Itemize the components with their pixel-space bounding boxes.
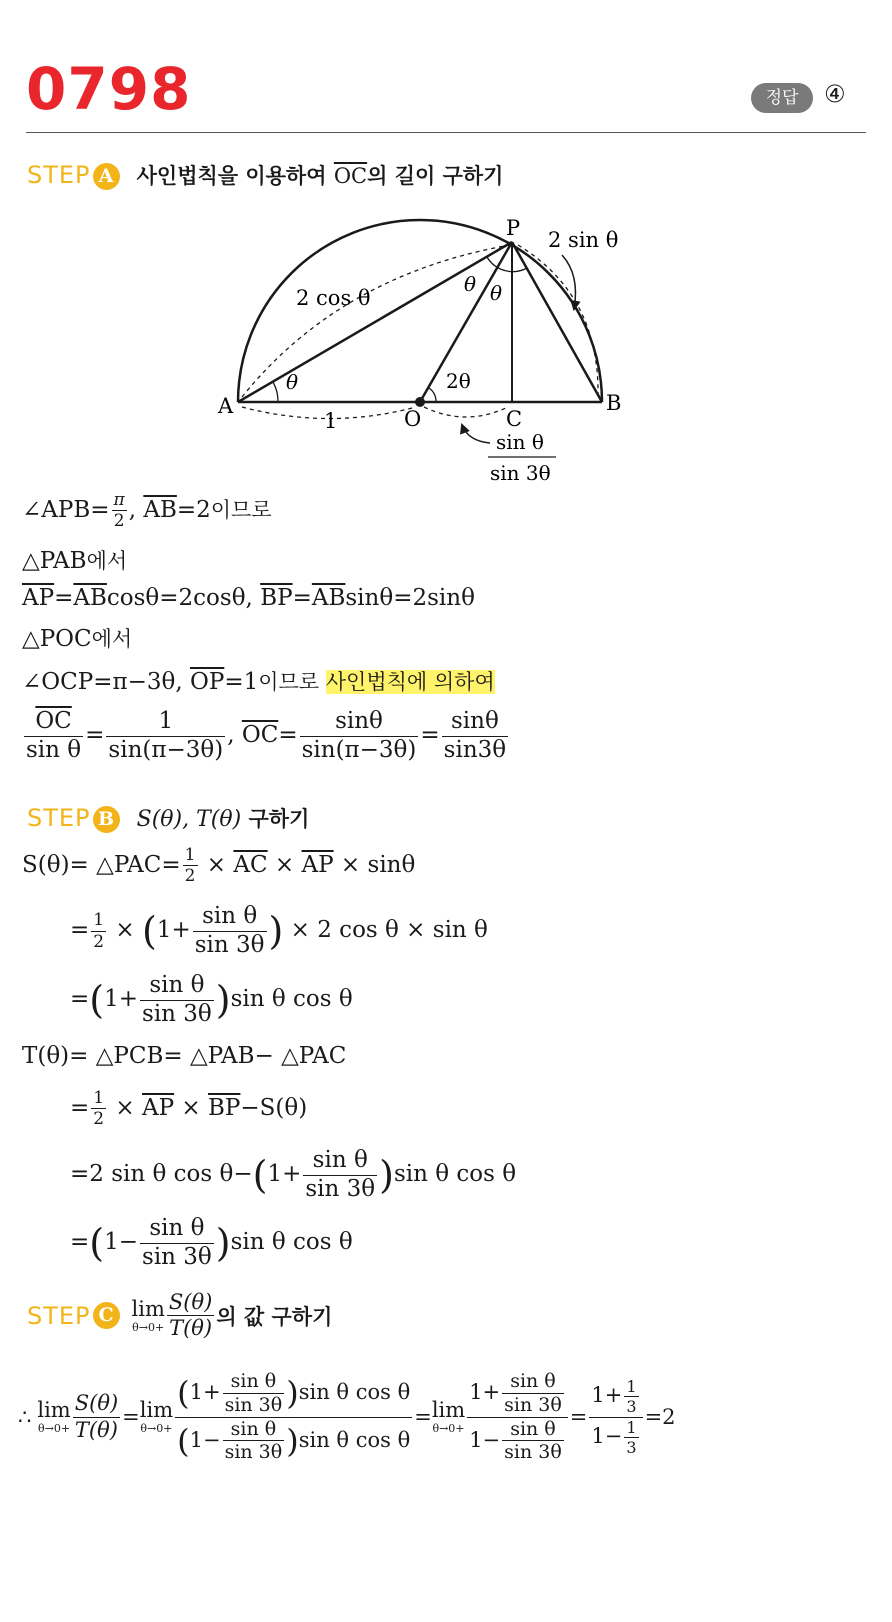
- num-one: 1+: [469, 1379, 501, 1404]
- arrow-oc: [462, 425, 490, 443]
- eq-2: =: [414, 1405, 432, 1430]
- frac-num: sin θ: [140, 1215, 214, 1244]
- frac-den: sin 3θ: [194, 931, 265, 958]
- semicircle-diagram: [200, 205, 670, 495]
- label-2theta: 2θ: [446, 369, 471, 393]
- frac-den: 2: [93, 931, 105, 952]
- l4-ko: 에서: [91, 627, 133, 651]
- den-one: 1−: [469, 1427, 501, 1452]
- step-a-label: STEP: [27, 161, 91, 189]
- line-t4: [70, 1215, 353, 1271]
- frac-den: T(θ): [74, 1417, 118, 1442]
- s3-pre: =: [70, 986, 90, 1013]
- s1-x1: ×: [199, 851, 234, 878]
- frac-num: 1: [184, 845, 196, 865]
- triangle-pab: △PAB: [22, 548, 87, 574]
- l5-post: =1: [224, 669, 259, 695]
- frac-third: [624, 1377, 638, 1416]
- frac-sin-sin3: [193, 903, 267, 959]
- label-P: P: [506, 216, 521, 240]
- frac-sin-sin3: [140, 972, 214, 1028]
- label-2cos: 2 cos θ: [296, 286, 371, 310]
- paren-open: (: [252, 1153, 268, 1198]
- s2-one: 1+: [156, 917, 191, 944]
- frac-den: sin 3θ: [142, 1243, 212, 1270]
- frac-sin-sin3: [502, 1418, 564, 1465]
- s2-x: ×: [108, 917, 143, 944]
- frac-den: sin3θ: [443, 736, 507, 763]
- frac-den: 2: [184, 866, 196, 887]
- frac-num: sin θ: [502, 1418, 564, 1442]
- l5-pre: ∠OCP=π−3θ,: [22, 669, 190, 695]
- t4-pre: =: [70, 1229, 90, 1256]
- frac-den: sin(π−3θ): [301, 736, 417, 763]
- frac-num: sinθ: [300, 708, 419, 737]
- paren-close: ): [215, 1221, 231, 1266]
- paren-close: ): [268, 909, 284, 954]
- t3-pre: =2 sin θ cos θ−: [70, 1161, 253, 1188]
- frac-den: 2: [93, 1109, 105, 1130]
- frac-num: π: [113, 490, 125, 510]
- line-tri-pab: [22, 545, 127, 575]
- paren-close: ): [379, 1153, 394, 1198]
- frac-num: sinθ: [442, 708, 508, 737]
- l3-eq1: =: [54, 585, 74, 611]
- frac-den: T(θ): [169, 1316, 213, 1341]
- step-b-title-ko: 구하기: [241, 807, 310, 831]
- l6-eq3: =: [420, 722, 440, 749]
- segment-bp: $\overline{BP}$: [260, 585, 293, 611]
- segment-ac: $\overline{AC}$: [233, 851, 268, 878]
- frac-s-over-t: [167, 1290, 214, 1341]
- lim-sub: θ→0+: [140, 1422, 173, 1436]
- frac-num: S(θ): [73, 1391, 120, 1417]
- line-final: [18, 1370, 676, 1464]
- paren-open: (: [142, 909, 157, 954]
- step-a-title: [137, 164, 504, 188]
- final-result: =2: [644, 1405, 676, 1430]
- t2-x1: ×: [108, 1094, 143, 1121]
- segment-AP: [238, 242, 512, 402]
- segment-ap: $\overline{AP}$: [22, 585, 55, 611]
- frac-half: [183, 845, 198, 887]
- paren-open: (: [89, 978, 105, 1023]
- t3-post: sin θ cos θ: [393, 1161, 517, 1188]
- frac-num: 1: [93, 910, 105, 931]
- arrow-2sin: [562, 255, 576, 309]
- frac-den: sin 3θ: [504, 1441, 562, 1464]
- l6-mid: ,: [227, 722, 242, 749]
- frac-sin-sin3: [223, 1418, 285, 1465]
- lim-word: lim: [37, 1398, 71, 1423]
- frac-thirds: [589, 1377, 642, 1457]
- l3-eq2: =: [292, 585, 312, 611]
- frac-num: sin θ: [223, 1370, 285, 1394]
- frac-num: sin θ: [303, 1147, 377, 1176]
- segment-op: $\overline{OP}$: [189, 669, 225, 695]
- step-a-header: [27, 160, 503, 190]
- frac-num: sin θ: [502, 1370, 564, 1394]
- t4-post: sin θ cos θ: [230, 1229, 353, 1256]
- dashed-oc: [424, 407, 508, 417]
- num-one: 1+: [591, 1383, 623, 1408]
- final-lim-2: [140, 1400, 173, 1434]
- frac-num: $\overline{OC}$: [35, 708, 72, 734]
- frac-den: sin(π−3θ): [108, 736, 224, 763]
- frac-sin-sin3: [223, 1370, 285, 1417]
- frac-sin-sin3: [502, 1370, 564, 1417]
- segment-bp: $\overline{BP}$: [208, 1094, 241, 1121]
- frac-sin-sin3: [303, 1147, 377, 1203]
- line-angle-ocp: [22, 666, 495, 696]
- line-tri-poc: [22, 623, 132, 653]
- step-b-label: STEP: [27, 804, 91, 832]
- frac-num: sin θ: [193, 903, 267, 932]
- t2-post: −S(θ): [240, 1094, 308, 1121]
- answer-badge: 정답: [751, 83, 813, 113]
- frac-num: 1: [626, 1377, 637, 1397]
- line-angle-apb: [22, 490, 272, 532]
- frac-den: sin 3θ: [504, 1393, 562, 1416]
- label-theta-P1: θ: [464, 272, 477, 296]
- t2-x2: ×: [174, 1094, 209, 1121]
- den-post: sin θ cos θ: [298, 1427, 411, 1452]
- l1-ko: 이므로: [210, 497, 272, 522]
- label-one: 1: [324, 409, 338, 433]
- step-c-title-ko: 의 값 구하기: [216, 1304, 333, 1329]
- segment-ap: $\overline{AP}$: [142, 1094, 175, 1121]
- line-s2: [70, 903, 488, 959]
- center-point-O: [415, 397, 425, 407]
- frac-num: sin θ: [223, 1418, 285, 1442]
- den-one: 1−: [189, 1427, 221, 1452]
- angle-arc-O: [429, 388, 436, 402]
- frac-mid: [467, 1370, 568, 1464]
- final-lim-1: [37, 1400, 70, 1434]
- line-s1: [22, 845, 415, 887]
- step-b-title-math: S(θ), T(θ): [136, 807, 242, 832]
- frac-oc-sin: [24, 708, 83, 764]
- answer-value: ④: [824, 80, 846, 108]
- step-a-title-pre: 사인법칙을 이용하여: [136, 164, 334, 188]
- segment-PB: [512, 242, 602, 402]
- frac-sin-sin3: [140, 1215, 214, 1271]
- highlight-sine-law: 사인법칙에 의하여: [325, 670, 495, 694]
- l1-post: =2: [176, 496, 211, 523]
- lim-word: lim: [431, 1398, 466, 1423]
- lim-sub: θ→0+: [432, 1422, 465, 1436]
- frac-den: sin 3θ: [142, 1000, 212, 1027]
- step-b-letter: B: [93, 806, 120, 833]
- s2-post: × 2 cos θ × sin θ: [283, 917, 488, 944]
- label-theta-A: θ: [286, 370, 299, 394]
- s2-pre: =: [70, 917, 90, 944]
- s1-pre: S(θ)= △PAC=: [22, 851, 181, 878]
- label-oc-num: sin θ: [496, 430, 544, 454]
- label-oc-den: sin 3θ: [490, 461, 551, 485]
- lim-sub: θ→0+: [38, 1422, 71, 1436]
- line-sine-law: [22, 708, 510, 764]
- header-divider: [26, 132, 866, 133]
- num-post: sin θ cos θ: [298, 1379, 411, 1404]
- frac-sin-sin3: [442, 708, 508, 764]
- label-B: B: [606, 391, 622, 415]
- frac-den: 3: [626, 1397, 637, 1417]
- paren-open: (: [89, 1221, 105, 1266]
- t3-one: 1+: [267, 1161, 302, 1188]
- label-C: C: [506, 407, 523, 431]
- frac-den: 2: [113, 511, 125, 532]
- frac-num: 1: [106, 708, 225, 737]
- frac-1-sin: [106, 708, 225, 764]
- s1-x2: ×: [267, 851, 302, 878]
- l5-ko: 이므로: [258, 670, 326, 694]
- line-t3: [70, 1147, 516, 1203]
- l3-mid2: sinθ=2sinθ: [345, 585, 475, 611]
- step-b-header: [27, 803, 309, 833]
- frac-num: sin θ: [140, 972, 214, 1001]
- t1-text: T(θ)= △PCB= △PAB− △PAC: [22, 1043, 347, 1069]
- l6-eq2: =: [278, 722, 298, 749]
- frac-den: sin 3θ: [305, 1175, 376, 1202]
- segment-oc: $\overline{OC}$: [241, 722, 279, 749]
- frac-den: sin θ: [26, 736, 82, 763]
- frac-s-over-t: [73, 1391, 120, 1442]
- s3-one: 1+: [104, 986, 139, 1013]
- lim-word: lim: [131, 1296, 165, 1321]
- eq-3: =: [569, 1405, 588, 1430]
- step-c-letter: C: [93, 1302, 120, 1329]
- line-t2: [70, 1088, 307, 1130]
- frac-num: 1: [626, 1417, 637, 1437]
- label-theta-P2: θ: [490, 281, 503, 305]
- frac-big: (1+ $\frac{\text{sin θ}}{\sin 3\theta}$ )sin θ cos θ (1− $\frac{\text{sin θ}}{\sin 3\theta}$ )sin θ cos θ: [177, 1370, 411, 1464]
- label-2sin: 2 sin θ: [548, 228, 619, 252]
- line-ap-bp: [22, 585, 475, 611]
- l2-ko: 에서: [86, 549, 128, 573]
- s1-post: × sinθ: [333, 851, 416, 878]
- triangle-poc: △POC: [22, 626, 92, 652]
- frac-pi-over-2: [112, 490, 127, 532]
- eq-1: =: [122, 1405, 140, 1430]
- step-c-lim: [131, 1296, 165, 1334]
- line-t1: [22, 1043, 346, 1069]
- t4-one: 1−: [104, 1229, 139, 1256]
- step-a-title-post: 의 길이 구하기: [367, 164, 504, 188]
- l1-pre: ∠APB=: [22, 496, 110, 523]
- frac-sin-sin: [300, 708, 419, 764]
- t2-pre: =: [70, 1094, 90, 1121]
- segment-ab: $\overline{AB}$: [311, 585, 346, 611]
- step-a-title-segment: $\overline{OC}$: [333, 164, 368, 188]
- step-a-letter: A: [93, 163, 120, 190]
- l6-eq1: =: [85, 722, 105, 749]
- step-c-header: [27, 1290, 332, 1341]
- s3-post: sin θ cos θ: [230, 986, 353, 1013]
- segment-ab: $\overline{AB}$: [73, 585, 107, 611]
- frac-third: [624, 1418, 638, 1457]
- label-A: A: [218, 394, 234, 418]
- lim-sub: θ→0+: [132, 1320, 165, 1334]
- final-lim-3: [432, 1400, 465, 1434]
- frac-den: sin 3θ: [224, 1393, 283, 1416]
- l3-mid1: cosθ=2cosθ,: [106, 585, 261, 611]
- segment-ap: $\overline{AP}$: [301, 851, 334, 878]
- step-c-label: STEP: [27, 1301, 91, 1330]
- den-one: 1−: [591, 1423, 623, 1448]
- frac-den: 3: [626, 1437, 637, 1457]
- frac-num: 1: [93, 1088, 105, 1108]
- label-O: O: [404, 407, 422, 431]
- frac-num: S(θ): [167, 1290, 214, 1316]
- angle-arc-A: [273, 382, 278, 402]
- segment-ab: $\overline{AB}$: [143, 496, 177, 523]
- therefore-symbol: ∴: [18, 1405, 32, 1430]
- paren-close: ): [215, 978, 231, 1023]
- lim-word: lim: [139, 1398, 174, 1423]
- frac-den: sin 3θ: [224, 1441, 283, 1464]
- frac-half: [91, 910, 106, 952]
- line-s3: [70, 972, 353, 1028]
- frac-half: [91, 1088, 106, 1130]
- l1-mid: ,: [128, 496, 144, 523]
- num-one: 1+: [189, 1379, 221, 1404]
- problem-number: 0798: [26, 55, 192, 123]
